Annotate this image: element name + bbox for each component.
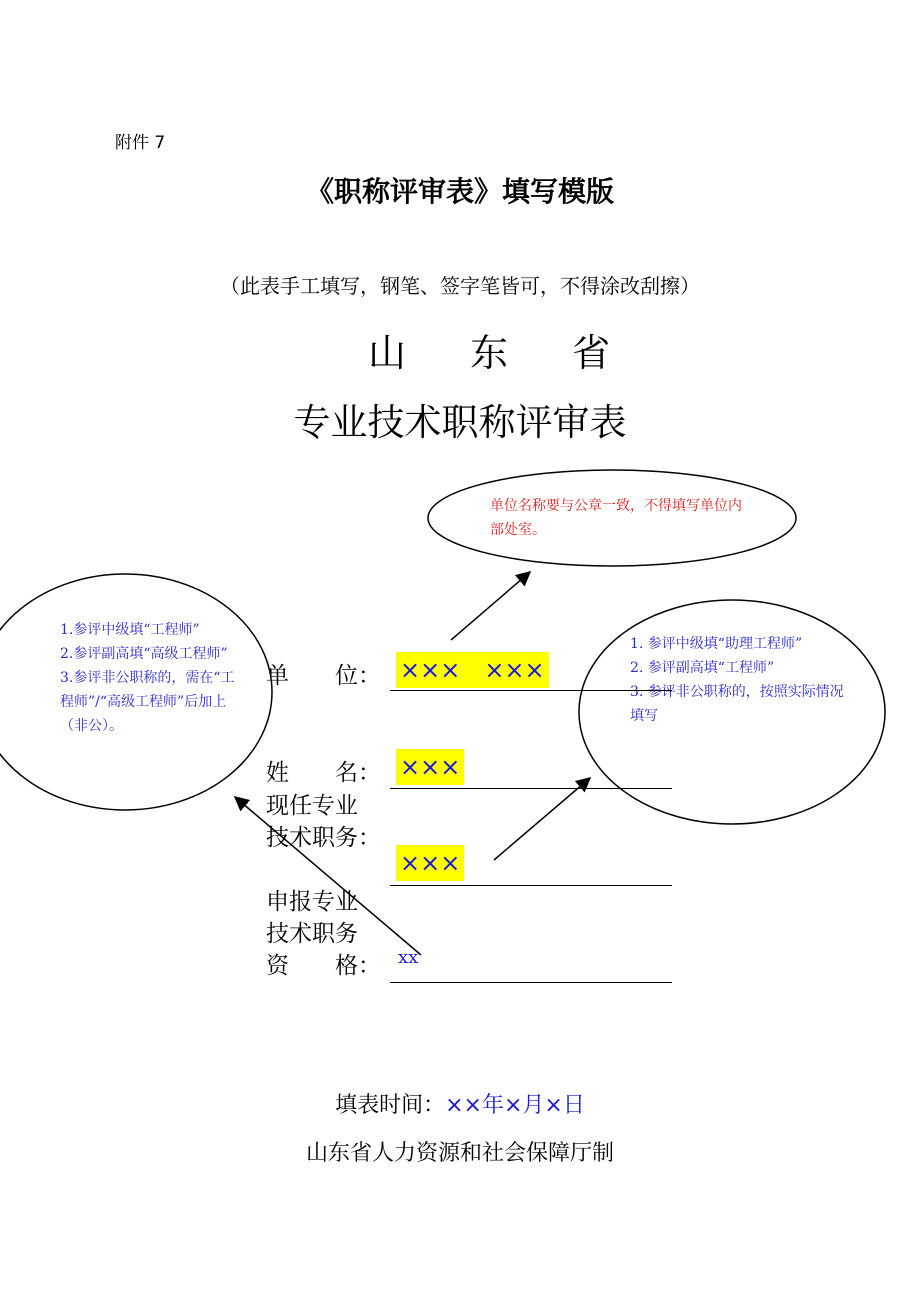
apply-underline <box>390 982 672 983</box>
unit-label: 单 位： <box>266 663 381 689</box>
callout-unit-note: 单位名称要与公章一致，不得填写单位内部处室。 <box>490 498 742 538</box>
province-title: 山 东 省 <box>368 331 637 375</box>
document-title: 《职称评审表》填写模版 <box>305 175 614 208</box>
name-value: ××× <box>396 749 464 785</box>
callout-right-item: 1. 参评中级填“助理工程师” <box>630 636 803 652</box>
callout-left-notes <box>60 618 240 738</box>
apply-label-3: 资 格： <box>266 953 381 979</box>
fill-date <box>0 1088 920 1119</box>
callout-right-item: 3. 参评非公职称的，按照实际情况填写 <box>630 684 844 724</box>
apply-label-2: 技术职务 <box>266 921 358 947</box>
fill-date-value: ××年×月×日 <box>445 1093 585 1118</box>
apply-value: xx <box>398 947 419 968</box>
callout-right-item: 2. 参评副高填“工程师” <box>630 660 775 676</box>
form-title: 专业技术职称评审表 <box>293 401 627 444</box>
apply-label-1: 申报专业 <box>266 889 358 915</box>
fill-date-label: 填表时间： <box>335 1093 446 1118</box>
attachment-label: 附件 7 <box>115 133 166 153</box>
current-title-label-2: 技术职务： <box>266 825 381 851</box>
unit-value: ××× ××× <box>396 652 549 688</box>
name-underline <box>390 788 672 789</box>
unit-underline <box>390 690 672 691</box>
name-label: 姓 名： <box>266 760 381 786</box>
current-title-label-1: 现任专业 <box>266 793 358 819</box>
callout-left-item: 1.参评中级填“工程师” <box>60 622 200 638</box>
issuer: 山东省人力资源和社会保障厅制 <box>305 1141 614 1166</box>
arrow-to-top-callout <box>451 572 530 640</box>
arrow-to-right-callout <box>494 778 590 860</box>
callout-right-notes <box>630 632 845 728</box>
current-title-underline <box>390 885 672 886</box>
callout-left-item: 3.参评非公职称的，需在“工程师”/“高级工程师”后加上（非公）。 <box>60 670 235 734</box>
instruction-note: （此表手工填写，钢笔、签字笔皆可，不得涂改刮擦） <box>220 274 700 298</box>
current-title-value: ××× <box>396 845 464 881</box>
callout-left-item: 2.参评副高填“高级工程师” <box>60 646 228 662</box>
